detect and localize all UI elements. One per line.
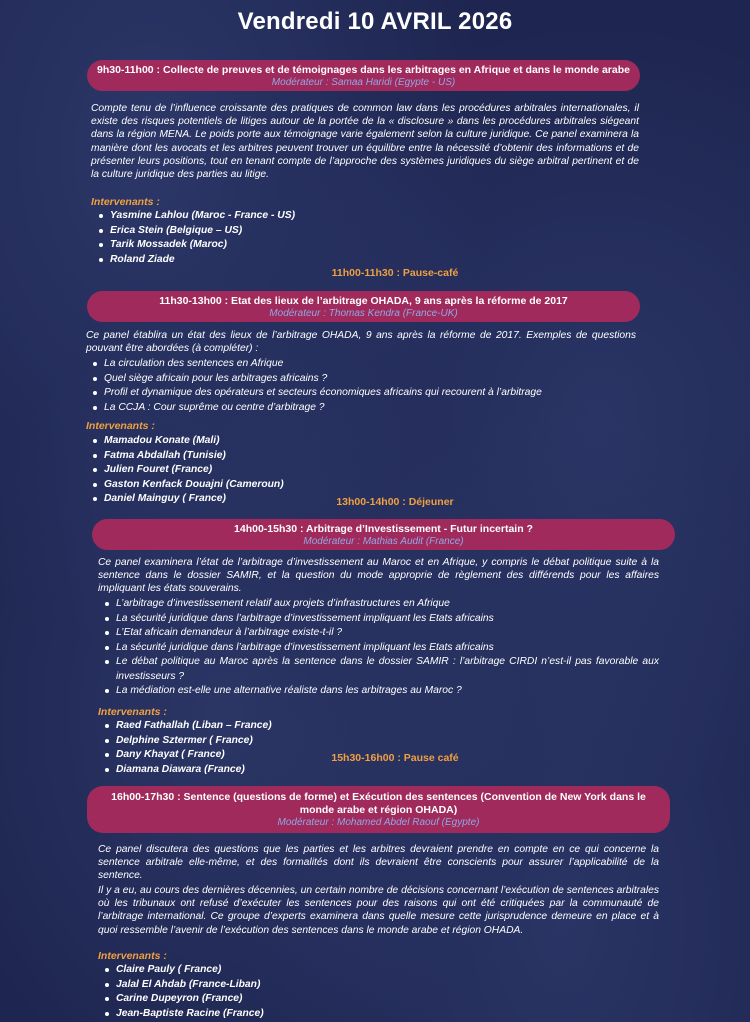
session-2-title: 11h30-13h00 : Etat des lieux de l’arbitrage OHADA, 9 ans après la réforme de 2017 xyxy=(159,295,568,307)
session-1-banner xyxy=(87,60,640,91)
speaker: Jalal El Ahdab (France-Liban) xyxy=(104,978,344,993)
speaker: Mamadou Konate (Mali) xyxy=(92,434,392,449)
lunch-break: 13h00-14h00 : Déjeuner xyxy=(336,496,454,508)
session-1-title: 9h30-11h00 : Collecte de preuves et de témoignages dans les arbitrages en Afrique et dans le monde arabe xyxy=(97,64,630,76)
speaker: Delphine Sztermer ( France) xyxy=(104,734,324,749)
topic-item: La sécurité juridique dans l’arbitrage d’investissement impliquant les Etats africains xyxy=(104,612,659,627)
speaker: Diamana Diawara (France) xyxy=(104,763,324,778)
session-2-speakers-label: Intervenants : xyxy=(86,420,155,432)
session-1-speakers-label: Intervenants : xyxy=(91,196,160,208)
speaker: Carine Dupeyron (France) xyxy=(104,992,344,1007)
session-2-topics xyxy=(92,357,622,415)
session-1-moderator: Modérateur : Samaa Haridi (Egypte - US) xyxy=(271,77,456,88)
session-1-description: Compte tenu de l’influence croissante des pratiques de common law dans les procédures arbitrales internationales, il existe des risques potentiels de litiges autour de la portée de la « disclosure » dans les procédures arbitrales siégeant dans la région MENA. Le poids porte aux témoignage varie également selon la culture juridique. Ce panel examinera la manière dont les avocats et les arbitres peuvent trouver un équilibre entre la nécessité d’obtenir des informations et de présenter leurs positions, tout en tenant compte de l’approche des systèmes juridiques du siège arbitral pertinent et de la culture juridique des parties au litige. xyxy=(91,103,639,181)
speaker: Roland Ziade xyxy=(98,253,398,268)
session-3-description: Ce panel examinera l’état de l’arbitrage d’investissement au Maroc et en Afrique, y compris le débat politique suite à la sentence dans le dossier SAMIR, et la question du mode approprie de règlement des différends pour les affaires impliquant les états souverains. xyxy=(98,557,659,595)
topic-item: Le débat politique au Maroc après la sentence dans le dossier SAMIR : l’arbitrage CIRDI n’est-il pas favorable aux investisseurs ? xyxy=(104,655,659,684)
session-4-description-2: Il y a eu, au cours des dernières décennies, un certain nombre de décisions concernant l’exécution de sentences arbitrales où les tribunaux ont refusé d’exécuter les sentences pour des raisons qui ont été critiquées par la communauté de l’arbitrage international. Ce groupe d’experts examinera dans quelle mesure cette jurisprudence demeure en place et à quoi ressemble l’avenir de l’exécution des sentences dans le monde arabe et région OHADA. xyxy=(98,885,659,936)
topic-item: La médiation est-elle une alternative réaliste dans les arbitrages au Maroc ? xyxy=(104,684,659,699)
speaker: Claire Pauly ( France) xyxy=(104,963,344,978)
topic-item: La circulation des sentences en Afrique xyxy=(92,357,622,372)
page-title: Vendredi 10 AVRIL 2026 xyxy=(237,8,513,35)
session-4-speakers-label: Intervenants : xyxy=(98,950,167,962)
speaker: Julien Fouret (France) xyxy=(92,463,392,478)
session-2-banner xyxy=(87,291,640,322)
topic-item: L’arbitrage d’investissement relatif aux projets d’infrastructures en Afrique xyxy=(104,597,659,612)
speaker: Dany Khayat ( France) xyxy=(104,748,324,763)
session-3-title: 14h00-15h30 : Arbitrage d’Investissement - Futur incertain ? xyxy=(234,523,533,535)
speaker: Tarik Mossadek (Maroc) xyxy=(98,238,398,253)
speaker: Jean-Baptiste Racine (France) xyxy=(104,1007,344,1022)
speaker: Daniel Mainguy ( France) xyxy=(92,492,392,507)
topic-item: Profil et dynamique des opérateurs et secteurs économiques africains qui recourent à l’arbitrage xyxy=(92,386,622,401)
session-4-description-1: Ce panel discutera des questions que les parties et les arbitres devraient prendre en compte en ce qui concerne la sentence arbitrale elle-même, et des formalités dont ils devraient être conscients pour assurer l’applicabilité de la sentence. xyxy=(98,844,659,882)
session-3-topics xyxy=(104,597,659,699)
session-3-speakers xyxy=(104,719,324,777)
speaker: Erica Stein (Belgique – US) xyxy=(98,224,398,239)
topic-item: L’Etat africain demandeur à l’arbitrage existe-t-il ? xyxy=(104,626,659,641)
speaker: Fatma Abdallah (Tunisie) xyxy=(92,449,392,464)
session-3-banner xyxy=(92,519,675,550)
topic-item: La sécurité juridique dans l’arbitrage d’investissement impliquant les Etats africains xyxy=(104,641,659,656)
session-4-banner xyxy=(87,786,670,833)
speaker: Raed Fathallah (Liban – France) xyxy=(104,719,324,734)
session-4-speakers xyxy=(104,963,344,1021)
topic-item: Quel siège africain pour les arbitrages africains ? xyxy=(92,372,622,387)
speaker: Yasmine Lahlou (Maroc - France - US) xyxy=(98,209,398,224)
session-1-speakers xyxy=(98,209,398,267)
session-2-moderator: Modérateur : Thomas Kendra (France-UK) xyxy=(269,308,458,319)
session-3-moderator: Modérateur : Mathias Audit (France) xyxy=(303,536,464,547)
session-4-title: 16h00-17h30 : Sentence (questions de forme) et Exécution des sentences (Convention de New York dans le monde arabe et région OHADA) xyxy=(111,791,646,816)
coffee-break-2: 15h30-16h00 : Pause café xyxy=(331,752,459,764)
topic-item: La CCJA : Cour suprême ou centre d’arbitrage ? xyxy=(92,401,622,416)
session-4-moderator: Modérateur : Mohamed Abdel Raouf (Egypte) xyxy=(277,817,480,828)
session-2-description: Ce panel établira un état des lieux de l’arbitrage OHADA, 9 ans après la réforme de 2017. Exemples de questions pouvant être abordées (à compléter) : xyxy=(86,330,636,355)
coffee-break-1: 11h00-11h30 : Pause-café xyxy=(331,267,459,279)
session-3-speakers-label: Intervenants : xyxy=(98,706,167,718)
speaker: Gaston Kenfack Douajni (Cameroun) xyxy=(92,478,392,493)
